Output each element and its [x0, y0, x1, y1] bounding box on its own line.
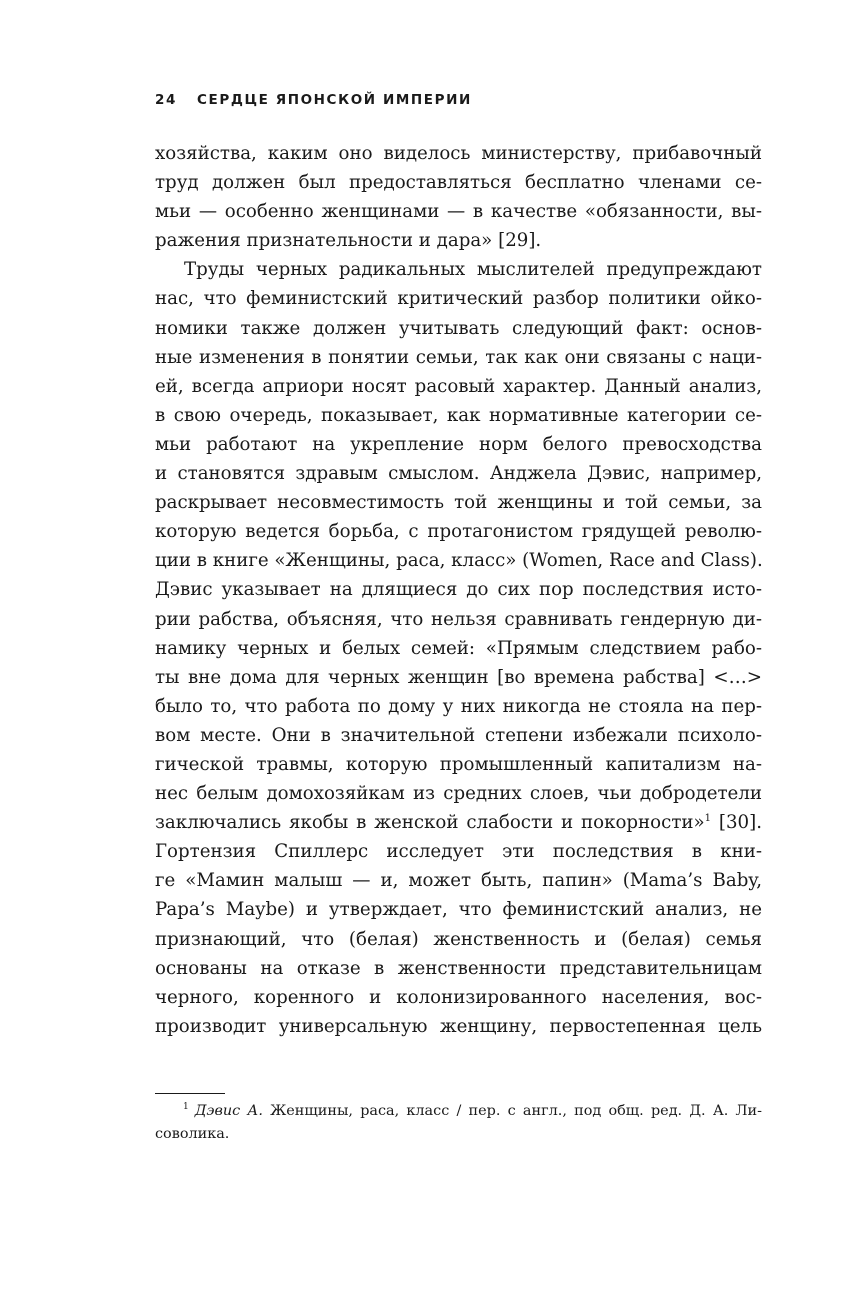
text-line: ге «Мамин малыш — и, может быть, папин» (Mama’s Baby, — [155, 870, 762, 892]
footnote-line — [155, 1100, 762, 1123]
text-line: и становятся здравым смыслом. Анджела Дэвис, например, — [155, 463, 762, 485]
text-line-with-footnote — [155, 808, 762, 837]
text-line: ции в книге «Женщины, раса, класс» (Women, Race and Class). — [155, 550, 763, 572]
running-head — [155, 92, 472, 108]
running-title: СЕРДЦЕ ЯПОНСКОЙ ИМПЕРИИ — [197, 92, 472, 108]
text-line: труд должен был предоставляться бесплатно членами се- — [155, 172, 762, 194]
footnote-reference[interactable]: 1 — [704, 813, 712, 825]
body-text — [155, 139, 762, 1041]
footnote — [155, 1100, 762, 1146]
footnote-marker: 1 — [183, 1102, 189, 1113]
text-line: Дэвис указывает на длящиеся до сих пор последствия исто- — [155, 579, 762, 601]
text-line: основаны на отказе в женственности представительницам — [155, 957, 762, 979]
text-line: рии рабства, объясняя, что нельзя сравнивать гендерную ди- — [155, 608, 762, 630]
text-line: нес белым домохозяйкам из средних слоев, чьи добродетели — [155, 783, 762, 805]
text-line: было то, что работа по дому у них никогда не стояла на пер- — [155, 695, 762, 717]
text-line: признающий, что (белая) женственность и (белая) семья — [155, 928, 762, 950]
text-line: хозяйства, каким оно виделось министерству, прибавочный — [155, 143, 762, 164]
text-line: раскрывает несовместимость той женщины и той семьи, за — [155, 492, 762, 514]
text-line: которую ведется борьба, с протагонистом грядущей револю- — [155, 521, 762, 543]
text-line: Papa’s Maybe) и утверждает, что феминистский анализ, не — [155, 899, 762, 921]
text-line: Гортензия Спиллерс исследует эти последствия в кни- — [155, 841, 762, 863]
footnote-author: Дэвис А. — [194, 1103, 263, 1119]
footnote-text: Женщины, раса, класс / пер. с англ., под общ. ред. Д. А. Ли- — [262, 1103, 762, 1119]
text-line-part: заключались якобы в женской слабости и покорности» — [155, 812, 705, 834]
footnote-divider — [155, 1093, 225, 1094]
text-line: ты вне дома для черных женщин [во времена рабства] <…> — [155, 666, 762, 688]
text-line: мьи — особенно женщинами — в качестве «обязанности, вы- — [155, 201, 762, 223]
text-line: в свою очередь, показывает, как нормативные категории се- — [155, 404, 762, 426]
text-line: номики также должен учитывать следующий факт: основ- — [155, 317, 762, 339]
footnote-line: соволика. — [155, 1126, 230, 1142]
text-line: ражения признательности и дара» [29]. — [155, 230, 542, 252]
citation: [30]. — [711, 812, 762, 834]
text-line: мьи работают на укрепление норм белого превосходства — [155, 433, 762, 455]
text-line: ей, всегда априори носят расовый характер. Данный анализ, — [155, 375, 762, 397]
text-line: черного, коренного и колонизированного населения, вос- — [155, 986, 762, 1008]
text-line: гической травмы, которую промышленный капитализм на- — [155, 753, 762, 775]
text-line: вом месте. Они в значительной степени избежали психоло- — [155, 724, 762, 746]
text-line: нас, что феминистский критический разбор политики ойко- — [155, 288, 762, 310]
text-line: ные изменения в понятии семьи, так как они связаны с наци- — [155, 346, 762, 368]
text-line: Труды черных радикальных мыслителей предупреждают — [184, 259, 762, 281]
text-line: намику черных и белых семей: «Прямым следствием рабо- — [155, 637, 762, 659]
text-line: производит универсальную женщину, первостепенная цель — [155, 1015, 762, 1037]
page-number: 24 — [155, 92, 177, 108]
